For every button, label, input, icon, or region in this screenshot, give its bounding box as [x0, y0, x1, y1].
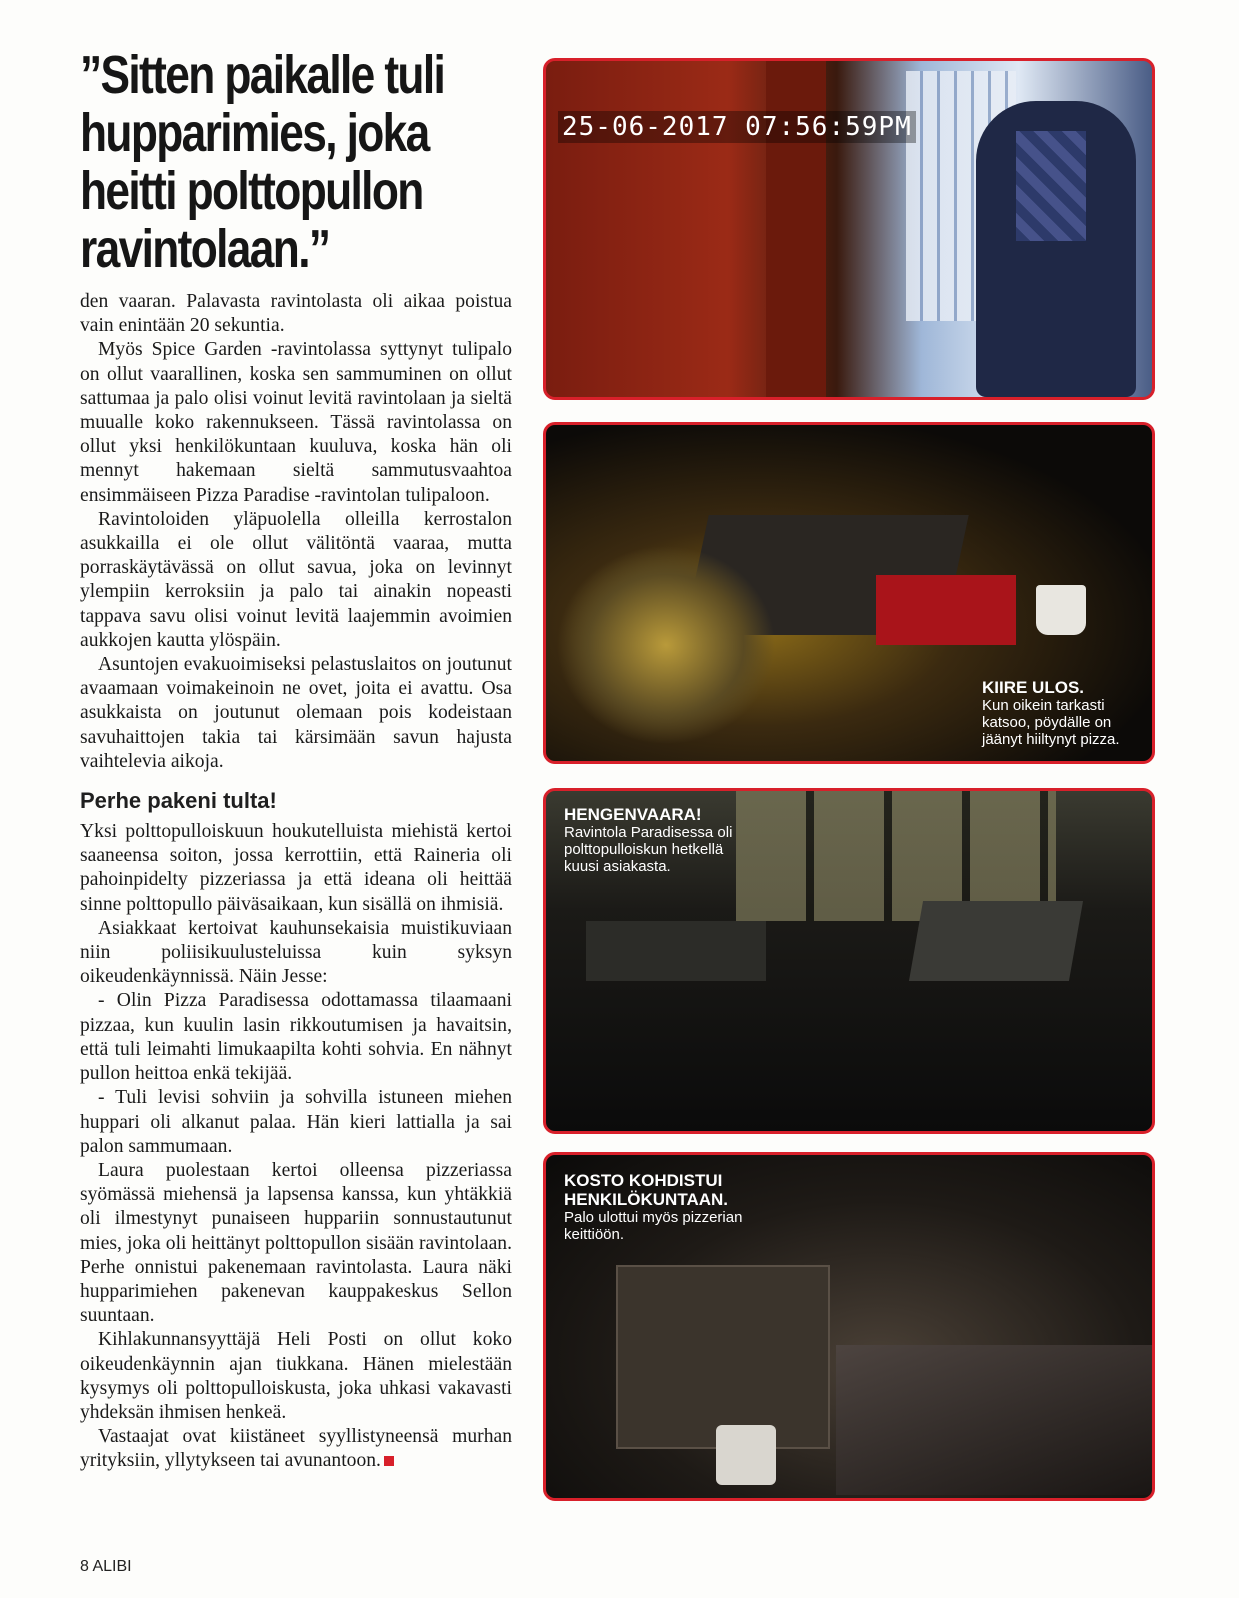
headline-line: hupparimies, joka: [80, 103, 429, 163]
article-body: [80, 290, 512, 1474]
photo-caption: [564, 1171, 764, 1243]
charred-table: [909, 901, 1083, 981]
white-container: [716, 1425, 776, 1485]
photo-caption: [982, 678, 1142, 748]
paragraph-text: Vastaajat ovat kiistäneet syyllistyneensä murhan yrityksiin, yllytykseen tai avunantoon.: [80, 1426, 512, 1472]
caption-text: Ravintola Paradisessa oli polttopulloiskun hetkellä kuusi asiakasta.: [564, 824, 733, 875]
burned-kitchen-photo: [543, 1152, 1155, 1501]
pizza-oven: [616, 1265, 830, 1449]
caption-title: KIIRE ULOS.: [982, 678, 1085, 697]
kitchen-counter: [836, 1345, 1152, 1495]
paragraph: Kihlakunnansyyttäjä Heli Posti on ollut koko oikeudenkäynnin ajan tiukkana. Hänen mielestään kysymys oli polttopulloiskusta, joka uhkasi vakavasti yhdeksän ihmisen henkeä.: [80, 1329, 512, 1423]
paragraph: Asiakkaat kertoivat kauhunsekaisia muistikuviaan niin poliisikuulusteluissa kuin syksyn oikeudenkäynnissä. Näin Jesse:: [80, 917, 512, 988]
photo-caption: [564, 805, 734, 875]
blurred-face: [1016, 131, 1086, 241]
paragraph: [80, 1425, 512, 1473]
paragraph: Laura puolestaan kertoi olleensa pizzeriassa syömässä miehensä ja lapsensa kanssa, kun yhtäkkiä oli ilmestynyt punaiseen huppariin sonnustautunut mies, joka oli heittänyt polttopullon sisään ravintolaan. Perhe onnistui pakenemaan ravintolasta. Laura näki hupparimiehen pakenevan kauppakeskus Sellon suuntaan.: [80, 1159, 512, 1327]
white-bucket: [1036, 585, 1086, 635]
melted-debris: [556, 545, 776, 745]
caption-title: HENGENVAARA!: [564, 805, 702, 824]
paragraph: - Olin Pizza Paradisessa odottamassa tilaamaani pizzaa, kun kuulin lasin rikkoutumisen ja havaitsin, että tuli leimahti limukaapilta kohti sohvia. En nähnyt pullon heittoa enkä tekijää.: [80, 990, 512, 1085]
paragraph: den vaaran. Palavasta ravintolasta oli aikaa poistua vain enintään 20 sekuntia.: [80, 291, 512, 337]
cctv-timestamp: 25-06-2017 07:56:59PM: [558, 111, 916, 143]
paragraph: Ravintoloiden yläpuolella olleilla kerrostalon asukkailla ei ole ollut välitöntä vaaraa, mutta porraskäytävässä on ollut savua, joka on levinnyt ylempiin kerroksiin ja palo tai ainakin nopeasti tappava savu olisi voinut levitä laajemmin avoimien aukkojen kautta ylöspäin.: [80, 508, 512, 651]
headline-line: ravintolaan.”: [80, 219, 330, 279]
paragraph: Yksi polttopulloiskuun houkutelluista miehistä kertoi saaneensa soiton, jossa kerrottiin, että Raineria oli pahoinpidelty pizzeriassa ja että ideana oli heittää sinne polttopullo päiväsaikaan, kun sisällä on ihmisiä.: [80, 821, 512, 915]
paragraph: - Tuli levisi sohviin ja sohvilla istuneen miehen huppari oli alkanut palaa. Hän kieri lattialla ja sai palon sammumaan.: [80, 1087, 512, 1157]
caption-text: Palo ulottui myös pizzerian keittiöön.: [564, 1209, 743, 1243]
cctv-photo: [543, 58, 1155, 400]
paragraph: Asuntojen evakuoimiseksi pelastuslaitos on joutunut avaamaan voimakeinoin ne ovet, joita ei avattu. Osa asukkaista on joutunut olemaan pois kodeistaan savuhaittojen takia tai kärsimään savun hajusta vaihtelevia aikoja.: [80, 654, 512, 772]
end-mark-icon: [384, 1456, 394, 1466]
paragraph: Myös Spice Garden -ravintolassa syttynyt tulipalo on ollut vaarallinen, koska sen sammuminen on ollut sattumaa ja palo olisi voinut levitä ravintolaan ja sieltä muualle koko rakennukseen. Tässä ravintolassa on ollut yksi henkilökuntaan kuuluva, koska hän oli mennyt hakemaan sieltä sammutusvaahtoa ensimmäiseen Pizza Paradise -ravintolan tulipaloon.: [80, 339, 512, 506]
headline: [80, 45, 445, 279]
subheading: Perhe pakeni tulta!: [80, 788, 277, 814]
caption-title: KOSTO KOHDISTUI HENKILÖKUNTAAN.: [564, 1171, 729, 1209]
red-bench: [876, 575, 1016, 645]
burned-dining-photo: [543, 788, 1155, 1134]
headline-line: heitti polttopullon: [80, 161, 423, 221]
caption-text: Kun oikein tarkasti katsoo, pöydälle on jäänyt hiiltynyt pizza.: [982, 697, 1120, 748]
charred-table: [586, 921, 766, 981]
page-footer: 8 ALIBI: [80, 1558, 132, 1575]
headline-line: ”Sitten paikalle tuli: [80, 45, 445, 105]
burned-interior-photo: [543, 422, 1155, 764]
